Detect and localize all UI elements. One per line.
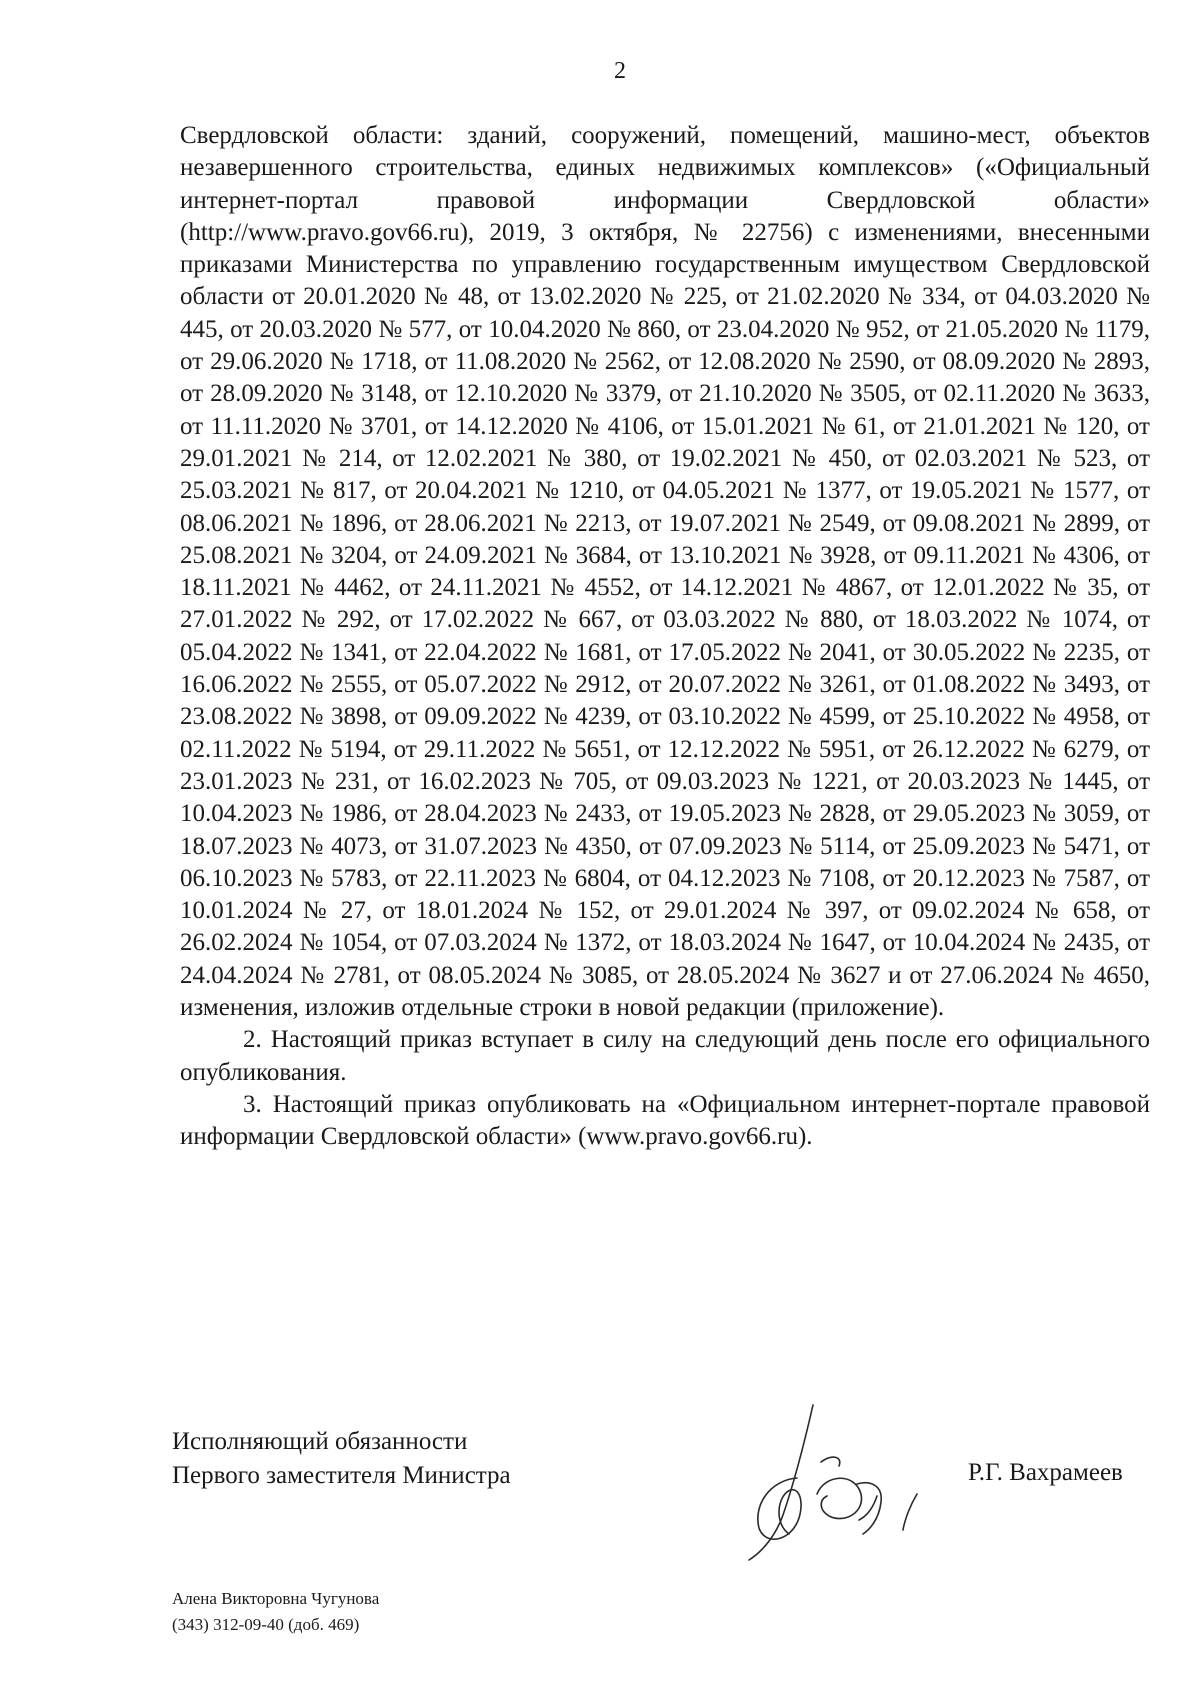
page-number: 2: [614, 58, 626, 84]
executor-info: [172, 1586, 379, 1638]
signer-title-line: Исполняющий обязанности: [172, 1428, 468, 1455]
paragraph-publication: 3. Настоящий приказ опубликовать на «Официальном интернет-портале правовой информации Свердловской области» (www.pravo.gov66.ru).: [180, 1090, 1150, 1151]
paragraph-effective-date: 2. Настоящий приказ вступает в силу на следующий день после его официального опубликования.: [180, 1026, 1150, 1086]
handwritten-signature: [735, 1400, 950, 1570]
paragraph-amendments: Свердловской области: зданий, сооружений, помещений, машино-мест, объектов незавершенного строительства, единых недвижимых комплексов» («Официальный интернет-портал правовой информации Свердловской области» (http://www.pravo.gov66.ru), 2019, 3 октября, № 22756) с изменениями, внесенными приказами Министерства по управлению государственным имуществом Свердловской области от 20.01.2020 № 48, от 13.02.2020 № 225, от 21.02.2020 № 334, от 04.03.2020 № 445, от 20.03.2020 № 577, от 10.04.2020 № 860, от 23.04.2020 № 952, от 21.05.2020 № 1179, от 29.06.2020 № 1718, от 11.08.2020 № 2562, от 12.08.2020 № 2590, от 08.09.2020 № 2893, от 28.09.2020 № 3148, от 12.10.2020 № 3379, от 21.10.2020 № 3505, от 02.11.2020 № 3633, от 11.11.2020 № 3701, от 14.12.2020 № 4106, от 15.01.2021 № 61, от 21.01.2021 № 120, от 29.01.2021 № 214, от 12.02.2021 № 380, от 19.02.2021 № 450, от 02.03.2021 № 523, от 25.03.2021 № 817, от 20.04.2021 № 1210, от 04.05.2021 № 1377, от 19.05.2021 № 1577, от 08.06.2021 № 1896, от 28.06.2021 № 2213, от 19.07.2021 № 2549, от 09.08.2021 № 2899, от 25.08.2021 № 3204, от 24.09.2021 № 3684, от 13.10.2021 № 3928, от 09.11.2021 № 4306, от 18.11.2021 № 4462, от 24.11.2021 № 4552, от 14.12.2021 № 4867, от 12.01.2022 № 35, от 27.01.2022 № 292, от 17.02.2022 № 667, от 03.03.2022 № 880, от 18.03.2022 № 1074, от 05.04.2022 № 1341, от 22.04.2022 № 1681, от 17.05.2022 № 2041, от 30.05.2022 № 2235, от 16.06.2022 № 2555, от 05.07.2022 № 2912, от 20.07.2022 № 3261, от 01.08.2022 № 3493, от 23.08.2022 № 3898, от 09.09.2022 № 4239, от 03.10.2022 № 4599, от 25.10.2022 № 4958, от 02.11.2022 № 5194, от 29.11.2022 № 5651, от 12.12.2022 № 5951, от 26.12.2022 № 6279, от 23.01.2023 № 231, от 16.02.2023 № 705, от 09.03.2023 № 1221, от 20.03.2023 № 1445, от 10.04.2023 № 1986, от 28.04.2023 № 2433, от 19.05.2023 № 2828, от 29.05.2023 № 3059, от 18.07.2023 № 4073, от 31.07.2023 № 4350, от 07.09.2023 № 5114, от 25.09.2023 № 5471, от 06.10.2023 № 5783, от 22.11.2023 № 6804, от 04.12.2023 № 7108, от 20.12.2023 № 7587, от 10.01.2024 № 27, от 18.01.2024 № 152, от 29.01.2024 № 397, от 09.02.2024 № 658, от 26.02.2024 № 1054, от 07.03.2024 № 1372, от 18.03.2024 № 1647, от 10.04.2024 № 2435, от 24.04.2024 № 2781, от 08.05.2024 № 3085, от 28.05.2024 № 3627 и от 27.06.2024 № 4650, изменения, изложив отдельные строки в новой редакции (приложение).: [180, 122, 1150, 1022]
signer-name: Р.Г. Вахрамеев: [968, 1459, 1123, 1486]
order-body-text: [180, 120, 1150, 1154]
signer-title: [172, 1425, 511, 1493]
executor-name: Алена Викторовна Чугунова: [172, 1589, 380, 1608]
executor-phone: (343) 312-09-40 (доб. 469): [172, 1615, 360, 1634]
signer-title-line: Первого заместителя Министра: [172, 1462, 511, 1489]
